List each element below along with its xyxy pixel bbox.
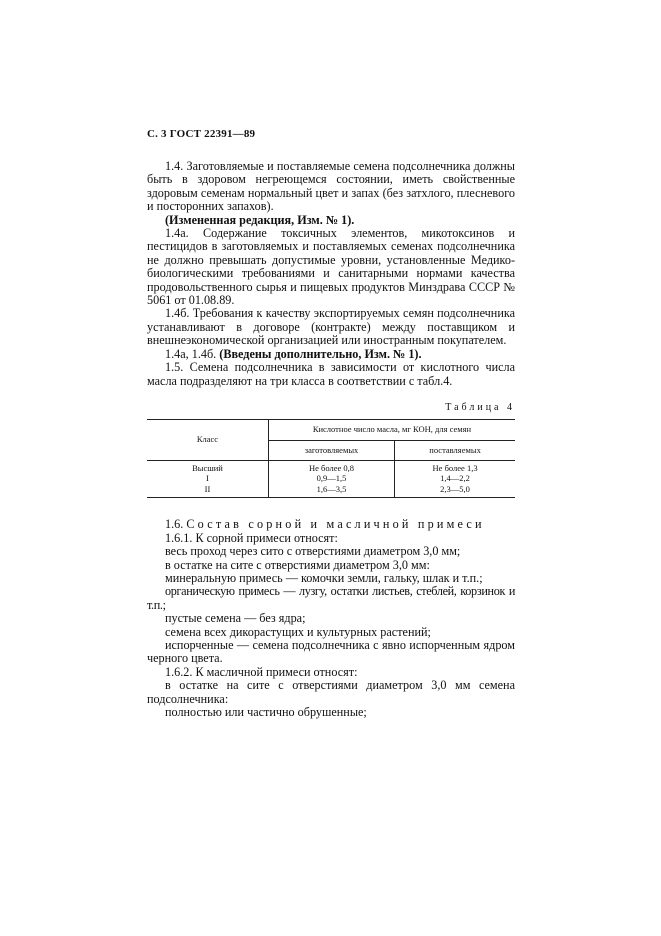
- document-page: [147, 128, 515, 720]
- list-item: минеральную примесь — комочки земли, гальку, шлак и т.п.;: [165, 571, 483, 586]
- bottom-text-block: [147, 532, 515, 720]
- section-number: 1.6.: [165, 517, 187, 532]
- acid-number-table: [147, 419, 515, 499]
- paragraph-1-4b: 1.4б. Требования к качеству экспортируемых семян подсолнечника устанавливают в договоре (контракте) между поставщиком и внешнеэкономической организацией или иностранным покупателем.: [147, 306, 515, 348]
- amendment-note-2: [147, 348, 515, 361]
- table-cell: Высший: [192, 462, 223, 473]
- table-cell: 1,6—3,5: [268, 484, 394, 498]
- list-item: в остатке на сите с отверстиями диаметром 3,0 мм семена подсолнечника:: [147, 678, 515, 706]
- table-cell: 1,4—2,2: [395, 473, 515, 484]
- top-text-block: [147, 160, 515, 388]
- table-row: [147, 473, 515, 484]
- table-row: [147, 484, 515, 498]
- paragraph-1-6-1: 1.6.1. К сорной примеси относят:: [165, 530, 338, 545]
- table-subheader-supplied: поставляемых: [395, 440, 515, 460]
- table-row: [147, 460, 515, 473]
- list-item: органическую примесь — лузгу, остатки листьев, стеблей, корзинок и т.п.;: [147, 584, 515, 612]
- list-item: весь проход через сито с отверстиями диаметром 3,0 мм;: [165, 544, 461, 559]
- table-subheader-procured: заготовляемых: [268, 440, 394, 460]
- table-cell: II: [204, 483, 211, 494]
- amendment-note-1: (Измененная редакция, Изм. № 1).: [165, 212, 355, 227]
- list-item: семена всех дикорастущих и культурных растений;: [165, 624, 431, 639]
- table-cell: 2,3—5,0: [395, 484, 515, 498]
- list-item: в остатке на сите с отверстиями диаметром 3,0 мм:: [165, 557, 430, 572]
- list-item: пустые семена — без ядра;: [165, 611, 306, 626]
- amendment-note-2-plain: 1.4а, 1.4б.: [165, 346, 220, 361]
- paragraph-1-6-2: 1.6.2. К масличной примеси относят:: [165, 664, 358, 679]
- section-title-1-6: [147, 518, 515, 531]
- table-cell: 0,9—1,5: [268, 473, 394, 484]
- table-caption: Таблица 4: [445, 401, 515, 413]
- list-item: испорченные — семена подсолнечника с явно испорченным ядром черного цвета.: [147, 638, 515, 666]
- page-header: С. 3 ГОСТ 22391—89: [147, 128, 256, 140]
- paragraph-1-4a: 1.4а. Содержание токсичных элементов, микотоксинов и пестицидов в заготовляемых и поставляемых семенах подсолнечника не должно превышать допустимые уровни, установленные Медико-биологическими требованиями и санитарными нормами качества продовольственного сырья и пищевых продуктов Минздрава СССР № 5061 от 01.08.89.: [147, 226, 515, 308]
- table-cell: I: [206, 473, 209, 484]
- paragraph-1-5: 1.5. Семена подсолнечника в зависимости от кислотного числа масла подразделяют на три класса в соответствии с табл.4.: [147, 360, 515, 388]
- table-cell: Не более 0,8: [268, 460, 394, 473]
- table-header-class: Класс: [196, 434, 219, 445]
- list-item: полностью или частично обрушенные;: [165, 705, 367, 720]
- table-cell: Не более 1,3: [395, 460, 515, 473]
- amendment-note-2-bold: (Введены дополнительно, Изм. № 1).: [219, 346, 422, 361]
- section-title: Состав сорной и масличной примеси: [186, 517, 485, 532]
- table-group-header: Кислотное число масла, мг КОН, для семян: [268, 419, 515, 440]
- paragraph-1-4: 1.4. Заготовляемые и поставляемые семена подсолнечника должны быть в здоровом негреющемся состоянии, иметь свойственные здоровым семенам нормальный цвет и запах (без затхлого, плесневого и посторонних запахов).: [147, 159, 515, 214]
